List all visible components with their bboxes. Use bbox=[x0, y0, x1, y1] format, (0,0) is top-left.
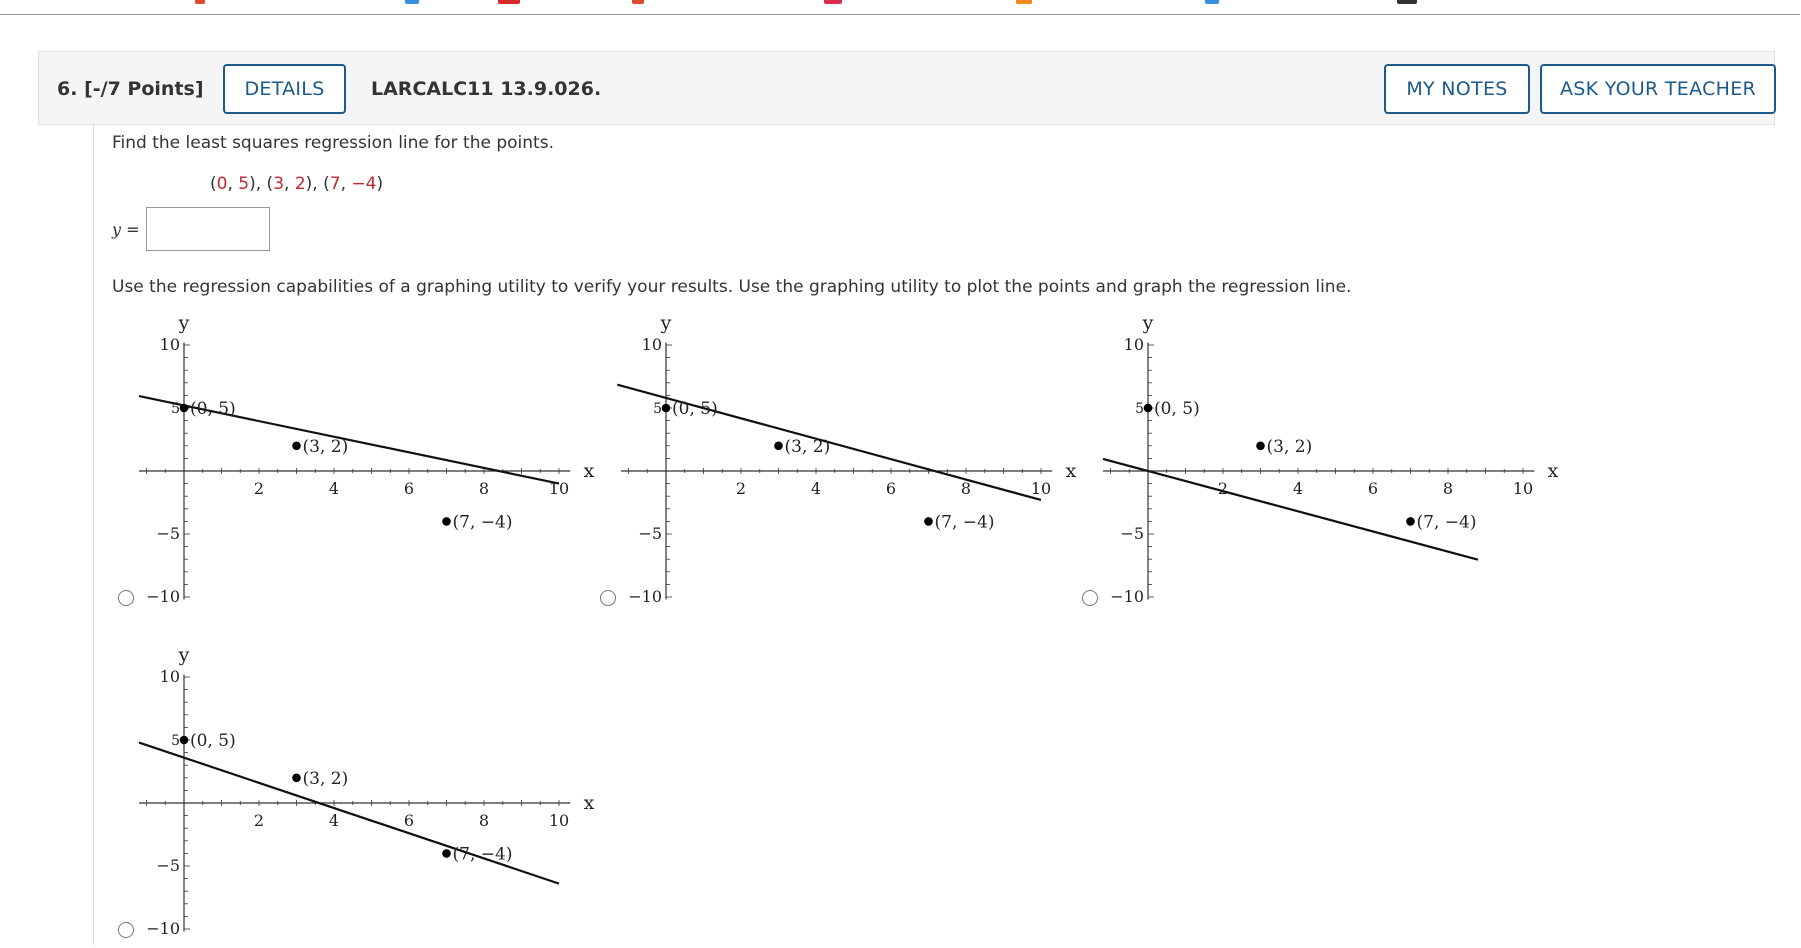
data-point-label-3: (7, −4) bbox=[452, 844, 513, 865]
y-tick-label-neg10: −10 bbox=[146, 919, 180, 938]
y-tick-label-5: 5 bbox=[1135, 401, 1144, 417]
x-tick-label-4: 4 bbox=[328, 811, 340, 830]
answer-label: y = bbox=[112, 220, 140, 239]
details-button[interactable]: DETAILS bbox=[223, 64, 346, 114]
x-tick-label-10: 10 bbox=[1030, 479, 1052, 498]
x-tick-label-8: 8 bbox=[960, 479, 972, 498]
point-2-x: 3 bbox=[273, 174, 285, 194]
regression-line bbox=[1103, 459, 1478, 560]
browser-bookmark-strip bbox=[0, 0, 1800, 15]
x-tick-label-10: 10 bbox=[1512, 479, 1534, 498]
points-list: (0, 5), (3, 2), (7, −4) bbox=[210, 174, 384, 194]
x-tick-label-2: 2 bbox=[253, 811, 265, 830]
data-point-label-1: (0, 5) bbox=[190, 399, 236, 419]
x-tick-label-10: 10 bbox=[548, 811, 570, 830]
data-point-1 bbox=[662, 404, 671, 413]
data-point-3 bbox=[442, 849, 451, 858]
y-tick-label-5: 5 bbox=[171, 401, 180, 417]
x-tick-label-2: 2 bbox=[735, 479, 747, 498]
data-point-2 bbox=[292, 442, 301, 451]
answer-input[interactable] bbox=[146, 207, 270, 251]
y-tick-label-10: 10 bbox=[1123, 335, 1144, 354]
data-point-1 bbox=[1144, 404, 1153, 413]
y-axis-label: y bbox=[178, 312, 190, 334]
y-tick-label-neg5: −5 bbox=[156, 524, 180, 543]
y-tick-label-neg5: −5 bbox=[1120, 524, 1144, 543]
graph-option-a[interactable] bbox=[120, 306, 595, 616]
data-point-2 bbox=[1256, 442, 1265, 451]
x-tick-label-10: 10 bbox=[548, 479, 570, 498]
y-tick-label-10: 10 bbox=[641, 335, 662, 354]
x-tick-label-4: 4 bbox=[810, 479, 822, 498]
y-axis-label: y bbox=[178, 644, 190, 666]
data-point-2 bbox=[774, 442, 783, 451]
data-point-3 bbox=[442, 517, 451, 526]
instruction-text: Find the least squares regression line for the points. bbox=[112, 133, 554, 153]
y-tick-label-10: 10 bbox=[159, 335, 180, 354]
x-axis-label: x bbox=[1065, 460, 1077, 482]
y-tick-label-neg10: −10 bbox=[146, 587, 180, 606]
point-1-y: 5 bbox=[238, 174, 250, 194]
x-tick-label-4: 4 bbox=[328, 479, 340, 498]
y-tick-label-5: 5 bbox=[171, 733, 180, 749]
x-tick-label-8: 8 bbox=[478, 811, 490, 830]
point-2-y: 2 bbox=[294, 174, 306, 194]
x-axis-label: x bbox=[583, 460, 595, 482]
x-tick-label-6: 6 bbox=[403, 811, 415, 830]
y-tick-label-10: 10 bbox=[159, 667, 180, 686]
data-point-label-3: (7, −4) bbox=[934, 512, 995, 533]
question-number: 6. [-/7 Points] bbox=[57, 78, 204, 100]
my-notes-button[interactable]: MY NOTES bbox=[1384, 64, 1530, 114]
graph-option-d[interactable] bbox=[120, 638, 595, 948]
question-header bbox=[38, 51, 1775, 125]
x-tick-label-8: 8 bbox=[478, 479, 490, 498]
x-axis-label: x bbox=[1547, 460, 1559, 482]
data-point-label-3: (7, −4) bbox=[452, 512, 513, 533]
graph-option-c[interactable] bbox=[1084, 306, 1559, 616]
data-point-label-3: (7, −4) bbox=[1416, 512, 1477, 533]
y-axis-label: y bbox=[660, 312, 672, 334]
verify-instruction: Use the regression capabilities of a graphing utility to verify your results. Use the graphing utility to plot the points and graph the regression line. bbox=[112, 277, 1352, 297]
point-1-x: 0 bbox=[216, 174, 228, 194]
data-point-label-2: (3, 2) bbox=[1266, 436, 1313, 457]
x-tick-label-4: 4 bbox=[1292, 479, 1304, 498]
ask-teacher-button[interactable]: ASK YOUR TEACHER bbox=[1540, 64, 1776, 114]
x-tick-label-8: 8 bbox=[1442, 479, 1454, 498]
data-point-label-2: (3, 2) bbox=[302, 768, 349, 789]
y-tick-label-neg10: −10 bbox=[628, 587, 662, 606]
x-tick-label-6: 6 bbox=[885, 479, 897, 498]
x-tick-label-6: 6 bbox=[1367, 479, 1379, 498]
data-point-label-1: (0, 5) bbox=[1154, 399, 1200, 419]
data-point-1 bbox=[180, 736, 189, 745]
graph-option-b[interactable] bbox=[602, 306, 1077, 616]
problem-id: LARCALC11 13.9.026. bbox=[371, 78, 602, 100]
x-tick-label-6: 6 bbox=[403, 479, 415, 498]
data-point-label-1: (0, 5) bbox=[190, 731, 236, 751]
x-tick-label-2: 2 bbox=[253, 479, 265, 498]
y-tick-label-5: 5 bbox=[653, 401, 662, 417]
point-3-x: 7 bbox=[329, 174, 341, 194]
data-point-label-2: (3, 2) bbox=[784, 436, 831, 457]
y-tick-label-neg10: −10 bbox=[1110, 587, 1144, 606]
data-point-3 bbox=[924, 517, 933, 526]
y-tick-label-neg5: −5 bbox=[638, 524, 662, 543]
x-axis-label: x bbox=[583, 792, 595, 814]
data-point-1 bbox=[180, 404, 189, 413]
point-3-y: −4 bbox=[351, 174, 377, 194]
data-point-2 bbox=[292, 774, 301, 783]
y-axis-label: y bbox=[1142, 312, 1154, 334]
data-point-3 bbox=[1406, 517, 1415, 526]
x-tick-label-2: 2 bbox=[1217, 479, 1229, 498]
y-tick-label-neg5: −5 bbox=[156, 856, 180, 875]
data-point-label-2: (3, 2) bbox=[302, 436, 349, 457]
data-point-label-1: (0, 5) bbox=[672, 399, 718, 419]
